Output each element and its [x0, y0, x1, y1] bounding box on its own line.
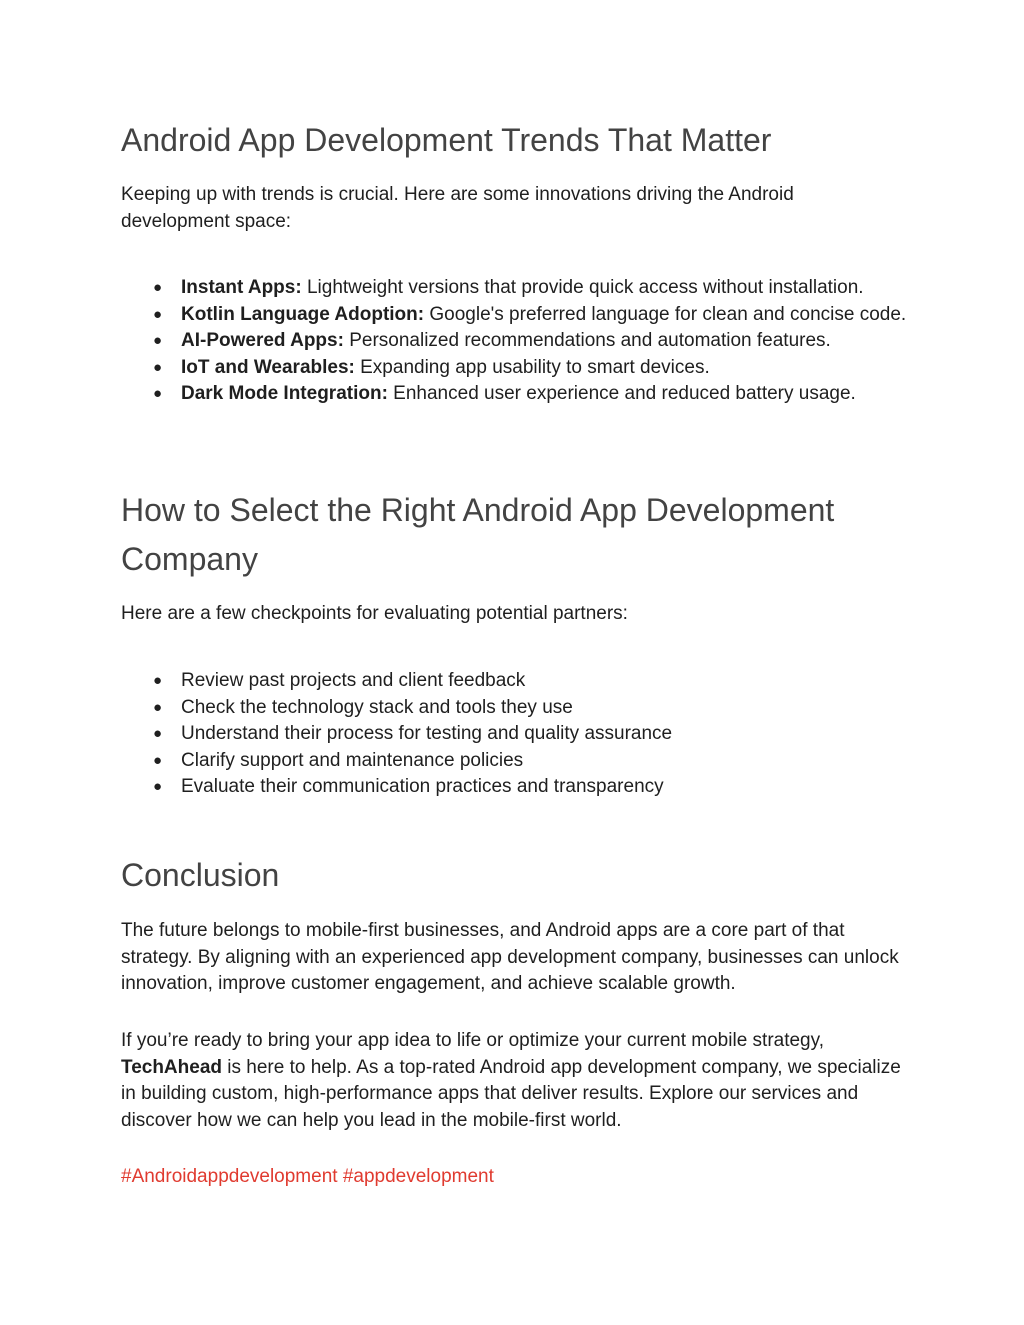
heading-select-company: How to Select the Right Android App Development Company [121, 492, 835, 577]
trends-list [121, 275, 921, 408]
trends-intro-paragraph: Keeping up with trends is crucial. Here are some innovations driving the Android development space: [121, 184, 794, 232]
list-item [121, 302, 921, 329]
conclusion-paragraph-1: The future belongs to mobile-first businesses, and Android apps are a core part of that strategy. By aligning with an experienced app development company, businesses can unlock innovation, improve customer engagement, and achieve scalable growth. [121, 920, 899, 994]
list-item-term: IoT and Wearables: [181, 356, 355, 378]
hashtag-link-app-development[interactable]: #appdevelopment [342, 1166, 494, 1187]
list-item-text: Understand their process for testing and quality assurance [181, 723, 673, 744]
list-item [121, 695, 921, 722]
bullet-icon: ● [153, 305, 163, 323]
list-item-desc: Lightweight versions that provide quick access without installation. [301, 277, 864, 298]
bullet-icon: ● [153, 358, 163, 376]
bullet-icon: ● [153, 725, 163, 742]
list-item-desc: Expanding app usability to smart devices. [354, 356, 710, 378]
list-item-text: Check the technology stack and tools they use [181, 696, 573, 718]
list-item [121, 668, 921, 695]
conclusion-text-after: is here to help. As a top-rated Android app development company, we specialize in building custom, high-performance apps that deliver results. Explore our services and discover how we can help you lead in the mobile-first world. [121, 1056, 901, 1131]
bullet-icon: ● [153, 332, 163, 349]
list-item-desc: Personalized recommendations and automation features. [343, 330, 831, 351]
list-item-text: Clarify support and maintenance policies [181, 749, 524, 771]
list-item-text: Evaluate their communication practices and transparency [181, 776, 664, 797]
hashtag-link-android-app-development[interactable]: #Androidappdevelopment [121, 1166, 338, 1187]
list-item [121, 355, 921, 382]
select-intro-paragraph: Here are a few checkpoints for evaluating potential partners: [121, 603, 628, 624]
list-item-term: Dark Mode Integration: [181, 383, 388, 404]
checkpoints-list [121, 668, 921, 801]
bullet-icon: ● [153, 778, 163, 795]
list-item [121, 328, 921, 355]
list-item [121, 748, 921, 775]
list-item-desc: Enhanced user experience and reduced battery usage. [387, 383, 856, 404]
list-item-term: Kotlin Language Adoption: [181, 303, 425, 325]
hashtags [121, 1164, 494, 1191]
conclusion-text-before: If you’re ready to bring your app idea to life or optimize your current mobile strategy, [121, 1030, 824, 1051]
list-item [121, 721, 921, 748]
list-item-text: Review past projects and client feedback [181, 670, 526, 691]
list-item [121, 381, 921, 408]
bullet-icon: ● [153, 385, 163, 402]
list-item-desc: Google's preferred language for clean and concise code. [424, 303, 907, 325]
list-item-term: Instant Apps: [181, 277, 302, 298]
heading-trends: Android App Development Trends That Matter [121, 122, 772, 158]
bullet-icon: ● [153, 279, 163, 296]
heading-conclusion: Conclusion [121, 857, 280, 893]
list-item-term: AI-Powered Apps: [181, 330, 344, 351]
bullet-icon: ● [153, 698, 163, 716]
bullet-icon: ● [153, 751, 163, 769]
list-item [121, 774, 921, 801]
brand-name: TechAhead [121, 1056, 223, 1078]
conclusion-paragraph-2 [121, 1028, 911, 1134]
bullet-icon: ● [153, 672, 163, 689]
list-item [121, 275, 921, 302]
